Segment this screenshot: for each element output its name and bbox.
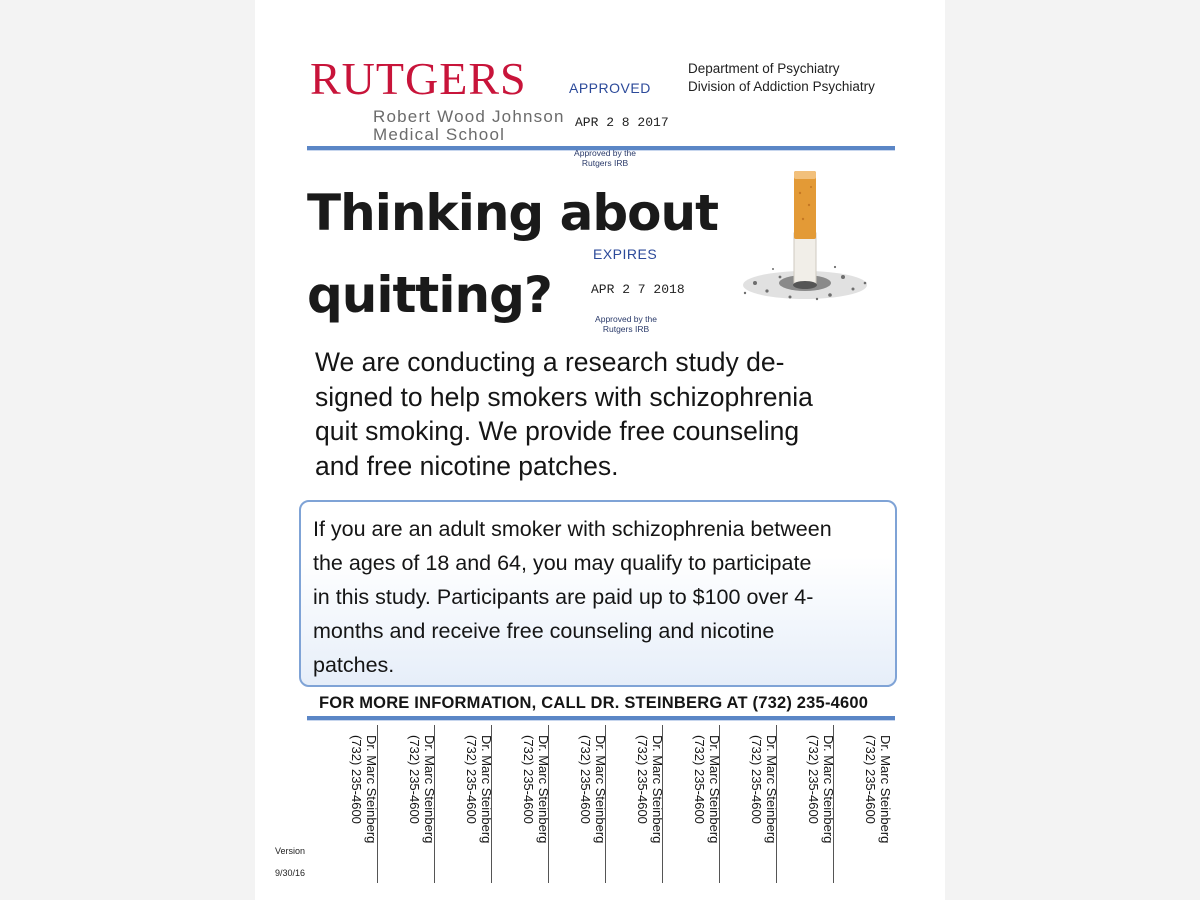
headline-line2: quitting?: [307, 266, 552, 324]
eligibility-line3: in this study. Participants are paid up to $100 over 4-: [313, 585, 814, 609]
tear-off-tab[interactable]: [833, 725, 891, 883]
approved-note-line2: Rutgers IRB: [581, 158, 629, 168]
tear-off-tab[interactable]: [719, 725, 777, 883]
expires-note-line1: Approved by the: [595, 314, 657, 324]
school-line2: Medical School: [373, 125, 506, 144]
tab-contact-name: Dr. Marc Steinberg: [706, 735, 722, 844]
tab-contact-name: Dr. Marc Steinberg: [592, 735, 608, 844]
tear-off-tab[interactable]: [320, 725, 377, 883]
expires-stamp-label: EXPIRES: [593, 246, 658, 262]
tab-contact-phone: (732) 235-4600: [577, 735, 593, 824]
tear-off-tab[interactable]: [605, 725, 663, 883]
tab-contact-phone: (732) 235-4600: [520, 735, 536, 824]
intro-line2: signed to help smokers with schizophrenia: [315, 381, 813, 412]
tab-contact: [692, 735, 722, 843]
eligibility-text: [301, 502, 895, 682]
department-name: Department of Psychiatry: [688, 61, 840, 76]
tear-off-tab[interactable]: [434, 725, 492, 883]
tab-contact-phone: (732) 235-4600: [463, 735, 479, 824]
tear-off-tab[interactable]: [377, 725, 435, 883]
flyer-page: [255, 0, 945, 900]
tab-contact-name: Dr. Marc Steinberg: [421, 735, 437, 844]
cigarette-butt-icon: [725, 165, 885, 325]
rutgers-logo: [310, 53, 527, 104]
approved-stamp-label: APPROVED: [569, 80, 651, 96]
tab-contact: [635, 735, 665, 843]
tear-off-tab[interactable]: [662, 725, 720, 883]
tab-contact-phone: (732) 235-4600: [748, 735, 764, 824]
tear-off-tab[interactable]: [548, 725, 606, 883]
contact-cta: FOR MORE INFORMATION, CALL DR. STEINBERG AT (732) 235-4600: [319, 694, 869, 712]
tab-contact-name: Dr. Marc Steinberg: [877, 735, 893, 844]
tear-off-tab[interactable]: [776, 725, 834, 883]
logo-text: RUTGERS: [310, 53, 527, 104]
tab-contact: [407, 735, 437, 843]
eligibility-line5: patches.: [313, 653, 395, 677]
tab-contact-name: Dr. Marc Steinberg: [535, 735, 551, 844]
school-name: [373, 108, 565, 144]
tab-contact-phone: (732) 235-4600: [634, 735, 650, 824]
expires-note-line2: Rutgers IRB: [602, 324, 650, 334]
intro-line1: We are conducting a research study de-: [315, 347, 785, 377]
tab-contact-phone: (732) 235-4600: [805, 735, 821, 824]
tab-contact-name: Dr. Marc Steinberg: [363, 735, 379, 844]
tear-off-tab[interactable]: [491, 725, 549, 883]
division-name: Division of Addiction Psychiatry: [688, 79, 875, 94]
tab-contact: [578, 735, 608, 843]
cta-rule: [307, 716, 895, 720]
tab-contact: [806, 735, 836, 843]
version-label: Version: [275, 846, 306, 856]
expires-stamp-note: [590, 314, 662, 334]
tab-contact-name: Dr. Marc Steinberg: [478, 735, 494, 844]
eligibility-line1: If you are an adult smoker with schizophrenia between: [313, 517, 832, 541]
approved-stamp-note: [570, 148, 640, 168]
tab-contact: [863, 735, 893, 843]
tab-contact: [521, 735, 551, 843]
eligibility-box: [299, 500, 897, 687]
tab-contact-phone: (732) 235-4600: [406, 735, 422, 824]
tab-contact-phone: (732) 235-4600: [691, 735, 707, 824]
headline-line1: Thinking about: [307, 184, 718, 242]
version-info: [275, 840, 305, 884]
intro-line3: quit smoking. We provide free counseling: [315, 416, 800, 446]
expires-stamp-date: APR 2 7 2018: [591, 282, 685, 297]
tab-contact: [749, 735, 779, 843]
tab-contact: [349, 735, 379, 843]
tab-contact-phone: (732) 235-4600: [862, 735, 878, 824]
intro-line4: and free nicotine patches.: [315, 450, 619, 481]
tab-contact-name: Dr. Marc Steinberg: [649, 735, 665, 844]
approved-note-line1: Approved by the: [574, 148, 636, 158]
tab-contact-phone: (732) 235-4600: [348, 735, 364, 824]
school-line1: Robert Wood Johnson: [373, 107, 565, 126]
eligibility-line2: the ages of 18 and 64, you may qualify to participate: [313, 551, 812, 575]
tab-contact: [464, 735, 494, 843]
approved-stamp-date: APR 2 8 2017: [575, 115, 669, 130]
department-block: [688, 60, 875, 96]
intro-paragraph: [315, 345, 885, 483]
tab-contact-name: Dr. Marc Steinberg: [820, 735, 836, 844]
tab-contact-name: Dr. Marc Steinberg: [763, 735, 779, 844]
eligibility-line4: months and receive free counseling and nicotine: [313, 619, 775, 643]
tear-off-tabs: [320, 725, 893, 883]
version-date: 9/30/16: [275, 868, 306, 878]
